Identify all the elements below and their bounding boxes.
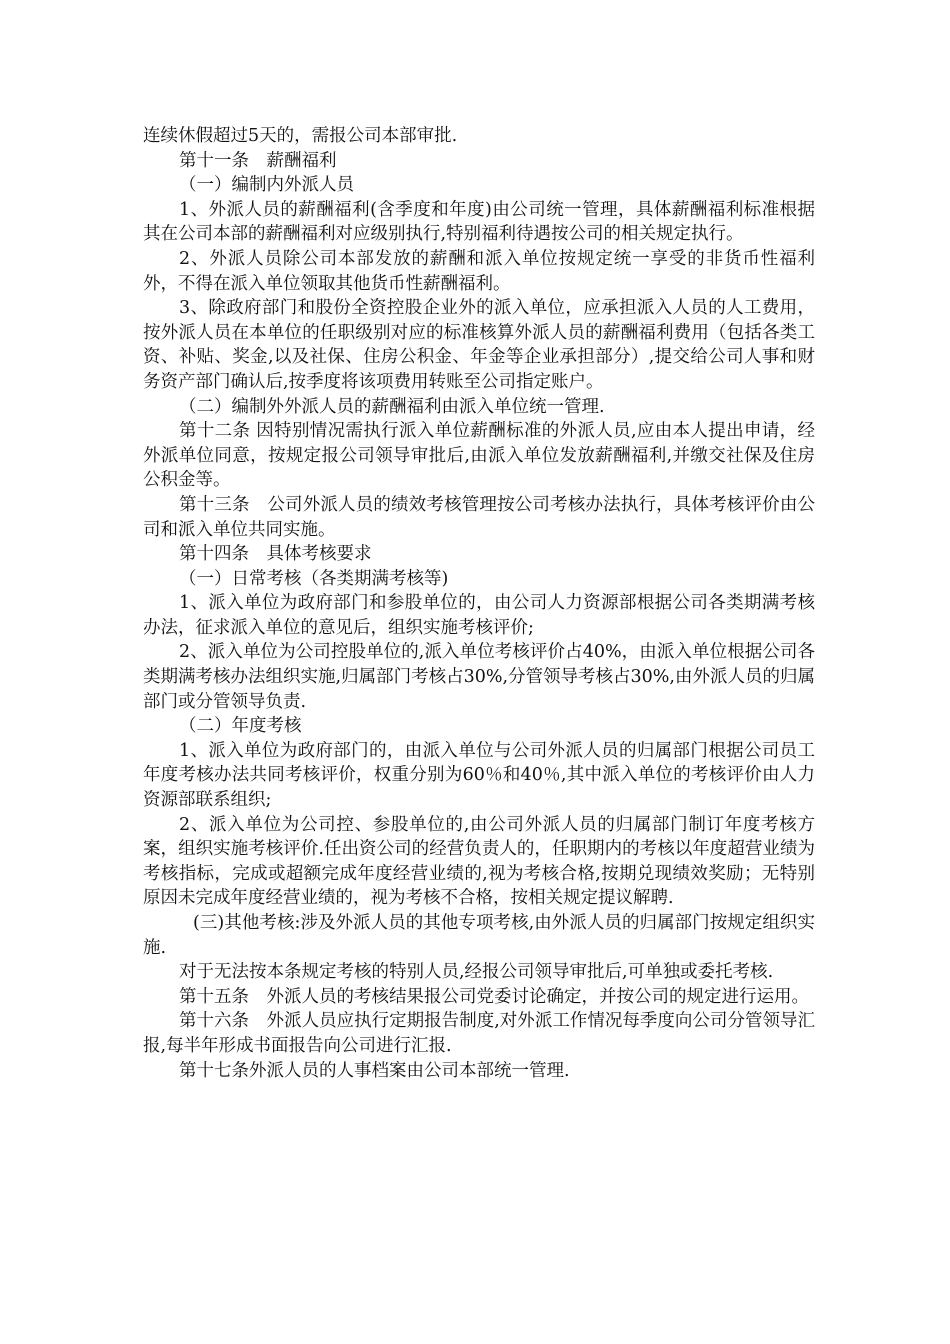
paragraph: 对于无法按本条规定考核的特别人员,经报公司领导审批后,可单独或委托考核. xyxy=(179,962,774,983)
article-11-heading: 第十一条 薪酬福利 xyxy=(179,150,337,171)
section-paragraph: (三)其他考核:涉及外派人员的其他专项考核,由外派人员的归属部门按规定组织实施. xyxy=(143,913,815,958)
article-16-paragraph: 第十六条 外派人员应执行定期报告制度,对外派工作情况每季度向公司分管领导汇报,每半年形成书面报告向公司进行汇报. xyxy=(143,1011,815,1056)
paragraph-continuation: 连续休假超过5天的，需报公司本部审批. xyxy=(143,126,458,146)
section-heading: （一）编制内外派人员 xyxy=(179,175,354,196)
paragraph-item: 2、派入单位为公司控、参股单位的,由公司外派人员的归属部门制订年度考核方案，组织实施考核评价.任出资公司的经营负责人的，任职期内的考核以年度超营业绩为考核指标，完成或超额完成年度经营业绩的,视为考核合格,按期兑现绩效奖励；无特别原因未完成年度经营业绩的，视为考核不合格，按相关规定提议解聘. xyxy=(143,814,815,909)
article-17-paragraph: 第十七条外派人员的人事档案由公司本部统一管理. xyxy=(179,1060,570,1081)
section-heading: （一）日常考核（各类期满考核等) xyxy=(179,568,449,589)
article-15-paragraph: 第十五条 外派人员的考核结果报公司党委讨论确定，并按公司的规定进行运用。 xyxy=(179,986,809,1007)
paragraph-item: 1、派入单位为政府部门的，由派入单位与公司外派人员的归属部门根据公司员工年度考核办法共同考核评价，权重分别为60％和40％,其中派入单位的考核评价由人力资源部联系组织; xyxy=(143,740,815,811)
paragraph-item: 3、除政府部门和股份全资控股企业外的派入单位，应承担派入人员的人工费用，按外派人员在本单位的任职级别对应的标准核算外派人员的薪酬福利费用（包括各类工资、补贴、奖金,以及社保、住房公积金、年金等企业承担部分）,提交给公司人事和财务资产部门确认后,按季度将该项费用转账至公司指定账户。 xyxy=(143,298,815,392)
article-12-paragraph: 第十二条 因特别情况需执行派入单位薪酬标准的外派人员,应由本人提出申请，经外派单位同意，按规定报公司领导审批后,由派入单位发放薪酬福利,并缴交社保及住房公积金等。 xyxy=(143,421,815,491)
paragraph-item: 1、外派人员的薪酬福利(含季度和年度)由公司统一管理，具体薪酬福利标准根据其在公司本部的薪酬福利对应级别执行,特别福利待遇按公司的相关规定执行。 xyxy=(143,199,815,245)
paragraph-item: 2、派入单位为公司控股单位的,派入单位考核评价占40%，由派入单位根据公司各类期满考核办法组织实施,归属部门考核占30%,分管领导考核占30%,由外派人员的归属部门或分管领导负责. xyxy=(143,642,815,712)
section-heading: （二）年度考核 xyxy=(179,716,302,737)
document-body xyxy=(143,124,815,1083)
paragraph-item: 1、派入单位为政府部门和参股单位的，由公司人力资源部根据公司各类期满考核办法，征求派入单位的意见后，组织实施考核评价; xyxy=(143,593,815,638)
section-heading: （二）编制外外派人员的薪酬福利由派入单位统一管理. xyxy=(179,396,605,417)
paragraph-item: 2、外派人员除公司本部发放的薪酬和派入单位按规定统一享受的非货币性福利外，不得在派入单位领取其他货币性薪酬福利。 xyxy=(143,248,815,294)
article-14-heading: 第十四条 具体考核要求 xyxy=(179,544,372,565)
article-13-paragraph: 第十三条 公司外派人员的绩效考核管理按公司考核办法执行，具体考核评价由公司和派入单位共同实施。 xyxy=(143,494,815,540)
